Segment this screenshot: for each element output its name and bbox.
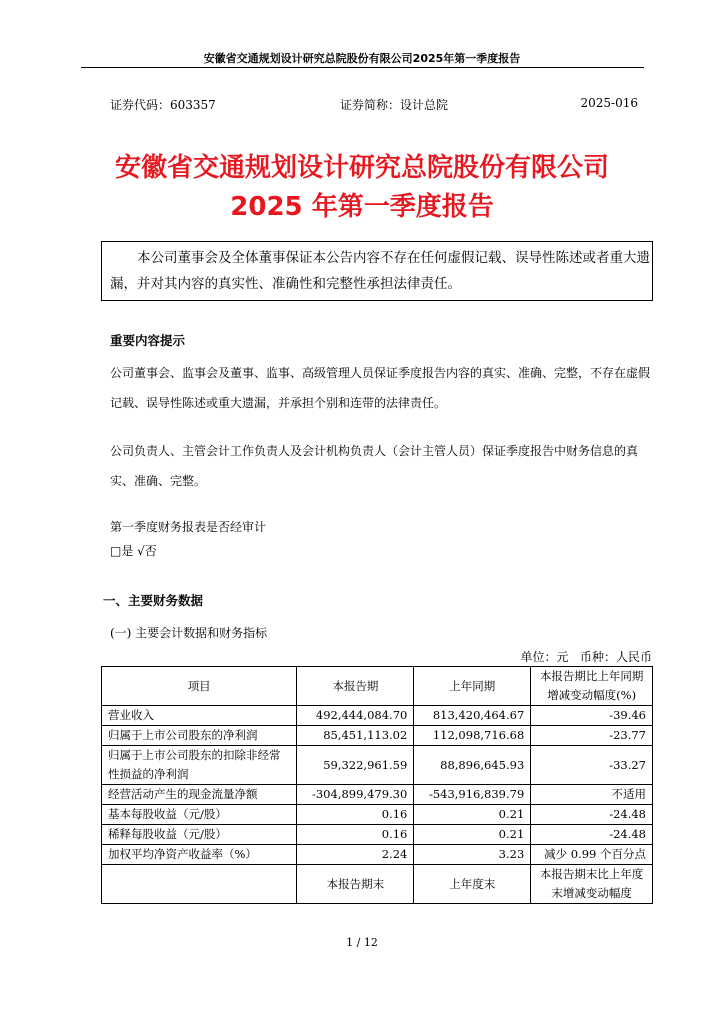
- table-cell: 稀释每股收益（元/股）: [102, 825, 297, 845]
- stock-code: 证券代码：603357: [110, 98, 216, 112]
- tips-heading: 重要内容提示: [110, 333, 186, 348]
- table-cell: 营业收入: [102, 706, 297, 726]
- table-cell: 2.24: [297, 845, 414, 865]
- table-cell: 归属于上市公司股东的净利润: [102, 726, 297, 746]
- notice-text: 本公司董事会及全体董事保证本公告内容不存在任何虚假记载、误导性陈述或者重大遗漏，并对其内容的真实性、准确性和完整性承担法律责任。: [110, 250, 650, 292]
- table-header-cell: 本报告期比上年同期增减变动幅度(%): [531, 667, 653, 706]
- table-row: [102, 726, 653, 746]
- table-cell: -543,916,839.79: [414, 785, 531, 805]
- table-cell: -39.46: [531, 706, 653, 726]
- table-cell: 88,896,645.93: [414, 746, 531, 785]
- audit-answer: □是 √否: [110, 544, 157, 558]
- tips-paragraph-2: 公司负责人、主管会计工作负责人及会计机构负责人（会计主管人员）保证季度报告中财务信息的真实、准确、完整。: [110, 444, 639, 488]
- table-header-cell: 上年同期: [414, 667, 531, 706]
- page-number: 1 / 12: [346, 936, 378, 949]
- table-header-cell: 项目: [102, 667, 297, 706]
- table-row: [102, 845, 653, 865]
- report-title-line2: 2025 年第一季度报告: [230, 192, 494, 222]
- section-heading: 一、主要财务数据: [103, 593, 204, 608]
- table-cell: -304,899,479.30: [297, 785, 414, 805]
- header-rule: [81, 67, 644, 68]
- notice-number: 2025-016: [580, 96, 638, 110]
- stock-abbr: 证券简称：设计总院: [340, 98, 449, 112]
- table-cell: -24.48: [531, 805, 653, 825]
- table-header-cell: [102, 865, 297, 904]
- table-header-cell: 本报告期末比上年度末增减变动幅度: [531, 865, 653, 904]
- tips-paragraph-1: 公司董事会、监事会及董事、监事、高级管理人员保证季度报告内容的真实、准确、完整，不存在虚假记载、误导性陈述或重大遗漏，并承担个别和连带的法律责任。: [110, 366, 651, 410]
- financial-table: [101, 666, 653, 904]
- table-row: [102, 805, 653, 825]
- table-row: [102, 746, 653, 785]
- table-row: [102, 706, 653, 726]
- table-cell: 112,098,716.68: [414, 726, 531, 746]
- audit-question: 第一季度财务报表是否经审计: [110, 520, 267, 534]
- table-cell: -33.27: [531, 746, 653, 785]
- table-cell: 0.16: [297, 805, 414, 825]
- table-header-cell: 本报告期: [297, 667, 414, 706]
- unit-currency: 单位：元 币种：人民币: [520, 650, 652, 664]
- table-cell: 85,451,113.02: [297, 726, 414, 746]
- section-subheading: (一) 主要会计数据和财务指标: [110, 626, 268, 640]
- table-cell: 不适用: [531, 785, 653, 805]
- table-cell: 813,420,464.67: [414, 706, 531, 726]
- table-header-cell: 上年度末: [414, 865, 531, 904]
- table-header-cell: 本报告期末: [297, 865, 414, 904]
- table-cell: 经营活动产生的现金流量净额: [102, 785, 297, 805]
- report-title-line1: 安徽省交通规划设计研究总院股份有限公司: [114, 153, 609, 183]
- table-row: [102, 825, 653, 845]
- table-cell: 基本每股收益（元/股）: [102, 805, 297, 825]
- table-header-row: [102, 667, 653, 706]
- table-cell: 减少 0.99 个百分点: [531, 845, 653, 865]
- table-cell: -24.48: [531, 825, 653, 845]
- table-cell: -23.77: [531, 726, 653, 746]
- table-cell: 3.23: [414, 845, 531, 865]
- table-cell: 0.21: [414, 825, 531, 845]
- table-cell: 59,322,961.59: [297, 746, 414, 785]
- table-cell: 0.16: [297, 825, 414, 845]
- table-row: [102, 785, 653, 805]
- table-header-row-2: [102, 865, 653, 904]
- table-cell: 加权平均净资产收益率（%）: [102, 845, 297, 865]
- table-cell: 0.21: [414, 805, 531, 825]
- running-header: 安徽省交通规划设计研究总院股份有限公司2025年第一季度报告: [203, 52, 521, 65]
- table-cell: 归属于上市公司股东的扣除非经常性损益的净利润: [102, 746, 297, 785]
- table-cell: 492,444,084.70: [297, 706, 414, 726]
